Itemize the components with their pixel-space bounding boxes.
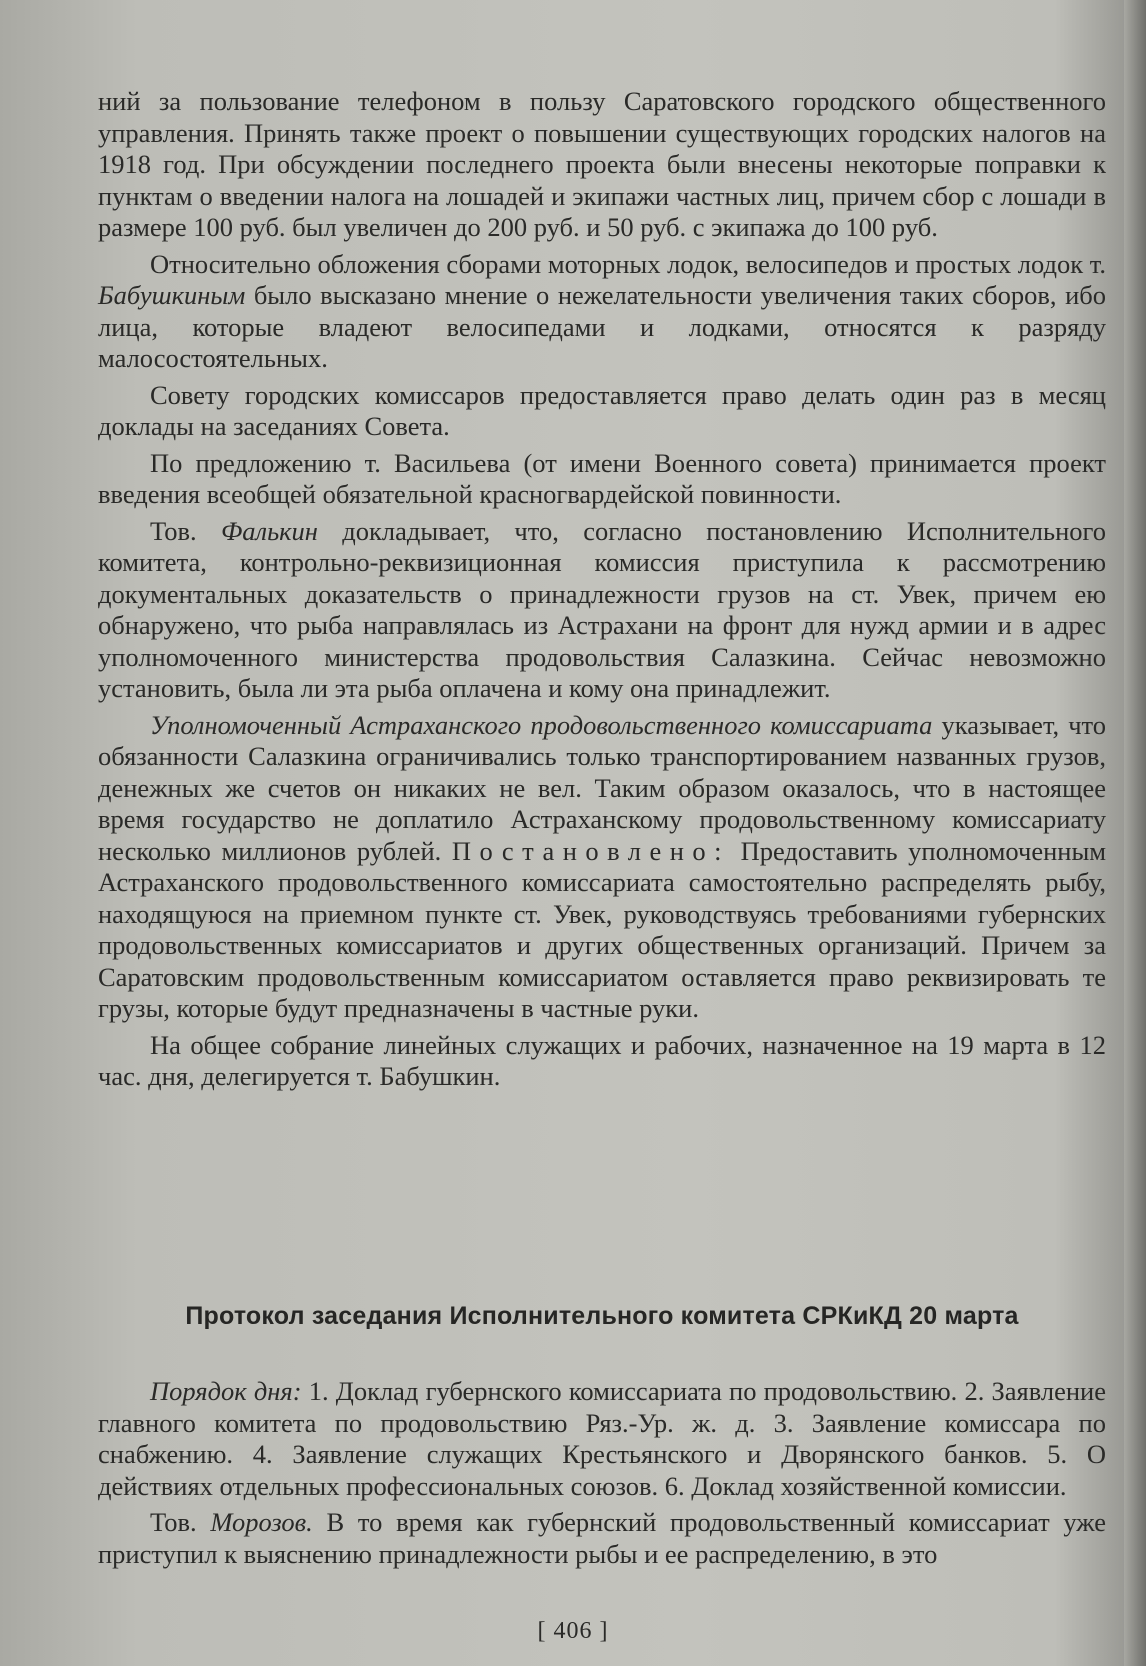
paragraph-general-meeting: На общее собрание линейных служащих и рабочих, назначенное на 19 марта в 12 час. дня, делегируется т. Бабушкин. (98, 1029, 1106, 1091)
speaker-name: Морозов. (210, 1507, 313, 1537)
main-text-block (98, 86, 1106, 1098)
protocol-text-block (98, 1376, 1106, 1575)
paragraph-boat-taxes: Относительно обложения сборами моторных лодок, велосипедов и простых лодок т. Бабушкиным было высказано мнение о нежелательности увеличения таких сборов, ибо лица, которые владеют велосипедами и лодками, относятся к разряду малосостоятельных. (98, 248, 1106, 373)
speaker-name: Фалькин (220, 515, 318, 546)
paragraph-morozov: Тов. Морозов. В то время как губернский продовольственный комиссариат уже приступил к выяснению принадлежности рыбы и ее распределению, в это (98, 1507, 1107, 1569)
paragraph-astrakhan-commissariat: Уполномоченный Астраханского продовольственного комиссариата указывает, что обязанности Салазкина ограничивались только транспортированием названных грузов, денежных же счетов он никаких не вел. Таким образом оказалось, что в настоящее время государство не доплатило Астраханскому продовольственному комиссариату несколько миллионов рублей. Постановлено: Предоставить уполномоченным Астраханского продовольственного комиссариата самостоятельно распределять рыбу, находящуюся на приемном пункте ст. Увек, руководствуясь требованиями губернских продовольственных комиссариатов и других общественных организаций. Причем за Саратовским продовольственным комиссариатом оставляется право реквизировать те грузы, которые будут предназначены в частные руки. (98, 709, 1107, 1023)
speaker-name: Бабушкиным (98, 280, 246, 310)
page-spine-shadow (1124, 0, 1146, 1666)
speaker-name: Уполномоченный Астраханского продовольственного комиссариата (150, 709, 933, 740)
resolution-label: Постановлено: (451, 835, 730, 866)
protocol-heading: Протокол заседания Исполнительного комитета СРКиКД 20 марта (185, 1302, 1019, 1330)
paragraph-agenda: Порядок дня: 1. Доклад губернского комиссариата по продовольствию. 2. Заявление главного комитета по продовольствию Ряз.-Ур. ж. д. 3. Заявление комиссара по снабжению. 4. Заявление служащих Крестьянского и Дворянского банков. 5. О действиях отдельных профессиональных союзов. 6. Доклад хозяйственной комиссии. (98, 1376, 1106, 1501)
paragraph-city-commissars: Совету городских комиссаров предоставляется право делать один раз в месяц доклады на заседаниях Совета. (98, 379, 1106, 441)
page-number: [ 406 ] (537, 1618, 609, 1644)
paragraph-continuation: ний за пользование телефоном в пользу Саратовского городского общественного управления. Принять также проект о повышении существующих городских налогов на 1918 год. При обсуждении последнего проекта были внесены некоторые поправки к пунктам о введении налога на лошадей и экипажи частных лиц, причем сбор с лошади в размере 100 руб. был увеличен до 200 руб. и 50 руб. с экипажа до 100 руб. (98, 86, 1106, 242)
paragraph-red-guard-duty: По предложению т. Васильева (от имени Военного совета) принимается проект введения всеобщей обязательной красногвардейской повинности. (98, 447, 1106, 509)
agenda-label: Порядок дня: (150, 1376, 302, 1406)
paragraph-falkin-report: Тов. Фалькин докладывает, что, согласно постановлению Исполнительного комитета, контрольно-реквизиционная комиссия приступила к рассмотрению документальных доказательств о принадлежности грузов на ст. Увек, причем ею обнаружено, что рыба направлялась из Астрахани на фронт для нужд армии и в адрес уполномоченного министерства продовольствия Салазкина. Сейчас невозможно установить, была ли эта рыба оплачена и кому она принадлежит. (98, 515, 1107, 703)
